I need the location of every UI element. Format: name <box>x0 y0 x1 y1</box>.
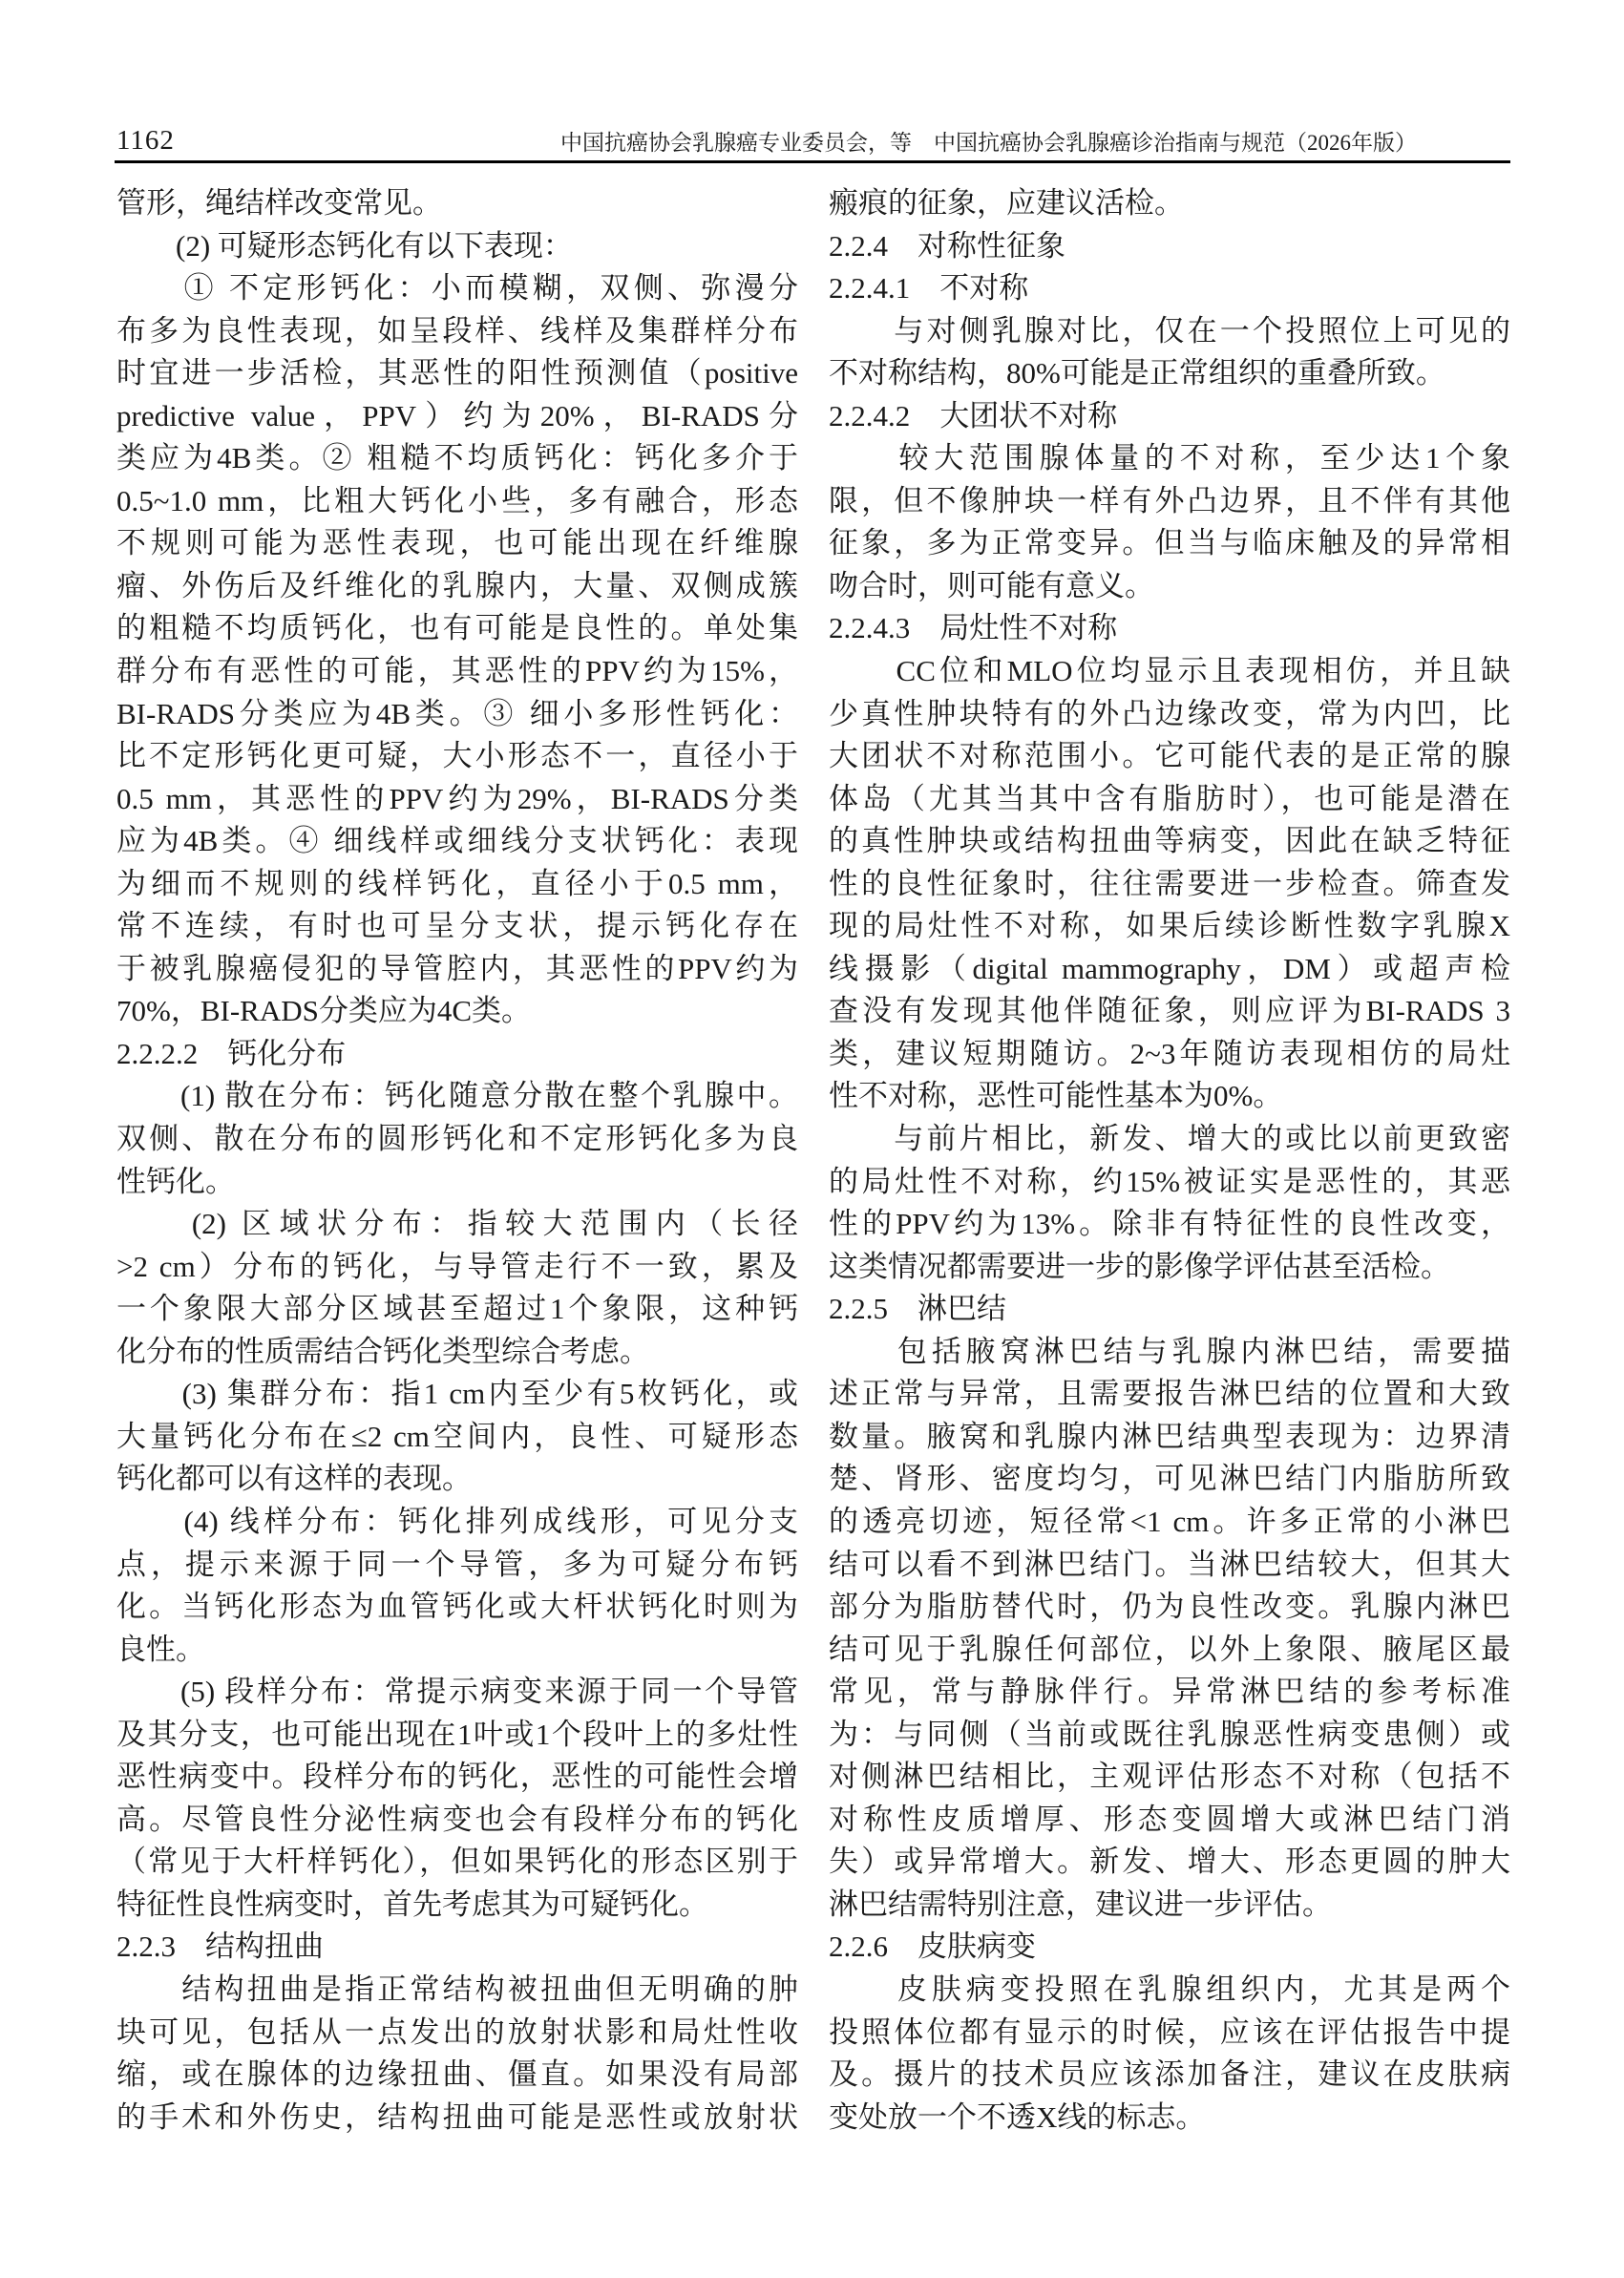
text-line: predictive value，PPV）约为20%，BI-RADS分 <box>116 398 798 432</box>
header-rule <box>115 160 1510 163</box>
text-line: 缩，或在腺体的边缘扭曲、僵直。如果没有局部 <box>116 2057 798 2092</box>
text-line: 及。摄片的技术员应该添加备注，建议在皮肤病 <box>829 2057 1510 2092</box>
text-line: 少真性肿块特有的外凸边缘改变，常为内凹，比 <box>829 696 1510 730</box>
text-line: 部分为脂肪替代时，仍为良性改变。乳腺内淋巴 <box>829 1590 1510 1624</box>
text-line: 结可以看不到淋巴结门。当淋巴结较大，但其大 <box>829 1547 1510 1581</box>
text-line: 的粗糙不均质钙化，也有可能是良性的。单处集 <box>116 611 798 645</box>
text-line: 类，建议短期随访。2~3年随访表现相仿的局灶 <box>829 1036 1510 1070</box>
text-line: 化。当钙化形态为血管钙化或大杆状钙化时则为 <box>116 1590 798 1624</box>
section-heading: 2.2.5 淋巴结 <box>829 1292 1006 1326</box>
text-line: 与对侧乳腺对比，仅在一个投照位上可见的 <box>829 313 1510 348</box>
text-line: BI-RADS分类应为4B类。③ 细小多形性钙化： <box>116 696 798 730</box>
text-line: (3) 集群分布：指1 cm内至少有5枚钙化，或 <box>116 1377 798 1411</box>
text-line: 吻合时，则可能有意义。 <box>829 568 1154 602</box>
text-line: 现的局灶性不对称，如果后续诊断性数字乳腺X <box>829 909 1510 943</box>
text-line: (1) 散在分布：钙化随意分散在整个乳腺中。 <box>116 1079 798 1113</box>
text-line: 淋巴结需特别注意，建议进一步评估。 <box>829 1887 1332 1921</box>
text-line: (5) 段样分布：常提示病变来源于同一个导管 <box>116 1675 798 1709</box>
text-line: 70%，BI-RADS分类应为4C类。 <box>116 994 532 1028</box>
text-line: 性的良性征象时，往往需要进一步检查。筛查发 <box>829 866 1510 900</box>
text-line: 常不连续，有时也可呈分支状，提示钙化存在 <box>116 909 798 943</box>
right-column <box>829 182 1510 2139</box>
text-line: 大量钙化分布在≤2 cm空间内，良性、可疑形态 <box>116 1419 798 1453</box>
text-line: 瘤、外伤后及纤维化的乳腺内，大量、双侧成簇 <box>116 568 798 602</box>
text-line: 点，提示来源于同一个导管，多为可疑分布钙 <box>116 1547 798 1581</box>
section-heading: 2.2.3 结构扭曲 <box>116 1930 324 1964</box>
text-line: 化分布的性质需结合钙化类型综合考虑。 <box>116 1334 649 1368</box>
text-line: 皮肤病变投照在乳腺组织内，尤其是两个 <box>829 1972 1510 2006</box>
text-line: 对侧淋巴结相比，主观评估形态不对称（包括不 <box>829 1760 1510 1794</box>
text-line: 不规则可能为恶性表现，也可能出现在纤维腺 <box>116 526 798 560</box>
text-line: 失）或异常增大。新发、增大、形态更圆的肿大 <box>829 1845 1510 1879</box>
text-line: 双侧、散在分布的圆形钙化和不定形钙化多为良 <box>116 1122 798 1156</box>
text-line: >2 cm）分布的钙化，与导管走行不一致，累及 <box>116 1249 798 1283</box>
text-line: 布多为良性表现，如呈段样、线样及集群样分布 <box>116 313 798 348</box>
text-line: 类应为4B类。② 粗糙不均质钙化：钙化多介于 <box>116 441 798 475</box>
text-line: 及其分支，也可能出现在1叶或1个段叶上的多灶性 <box>116 1717 798 1751</box>
running-header-title: 中国抗癌协会乳腺癌专业委员会，等 中国抗癌协会乳腺癌诊治指南与规范（2026年版） <box>560 131 1417 155</box>
text-line: 群分布有恶性的可能，其恶性的PPV约为15%， <box>116 654 798 688</box>
text-line: 性钙化。 <box>116 1164 235 1198</box>
section-heading: 2.2.6 皮肤病变 <box>829 1930 1036 1964</box>
text-line: 恶性病变中。段样分布的钙化，恶性的可能性会增 <box>116 1760 798 1794</box>
text-line: （常见于大杆样钙化），但如果钙化的形态区别于 <box>116 1845 798 1879</box>
text-line: 的透亮切迹，短径常<1 cm。许多正常的小淋巴 <box>829 1504 1510 1538</box>
text-line: 结构扭曲是指正常结构被扭曲但无明确的肿 <box>116 1972 798 2006</box>
text-line: 不对称结构，80%可能是正常组织的重叠所致。 <box>829 356 1445 390</box>
text-line: 性不对称，恶性可能性基本为0%。 <box>829 1079 1283 1113</box>
text-line: ① 不定形钙化：小而模糊，双侧、弥漫分 <box>116 271 798 306</box>
text-line: 钙化都可以有这样的表现。 <box>116 1462 472 1496</box>
text-line: 对称性皮质增厚、形态变圆增大或淋巴结门消 <box>829 1802 1510 1836</box>
section-heading: 2.2.4.1 不对称 <box>829 271 1029 306</box>
text-line: 时宜进一步活检，其恶性的阳性预测值（positive <box>116 356 798 390</box>
text-line: (2) 区域状分布：指较大范围内（长径 <box>116 1207 798 1241</box>
text-line: (2) 可疑形态钙化有以下表现： <box>116 228 573 263</box>
text-line: 变处放一个不透X线的标志。 <box>829 2099 1206 2134</box>
text-line: 性的PPV约为13%。除非有特征性的良性改变， <box>829 1207 1510 1241</box>
text-line: 投照体位都有显示的时候，应该在评估报告中提 <box>829 2014 1510 2049</box>
text-line: 较大范围腺体量的不对称，至少达1个象 <box>829 441 1510 475</box>
text-line: 结可见于乳腺任何部位，以外上象限、腋尾区最 <box>829 1632 1510 1666</box>
text-line: 块可见，包括从一点发出的放射状影和局灶性收 <box>116 2014 798 2049</box>
text-line: 的真性肿块或结构扭曲等病变，因此在缺乏特征 <box>829 824 1510 858</box>
text-line: 述正常与异常，且需要报告淋巴结的位置和大致 <box>829 1377 1510 1411</box>
section-heading: 2.2.4.2 大团状不对称 <box>829 398 1118 432</box>
left-column <box>116 182 798 2139</box>
text-line: 楚、肾形、密度均匀，可见淋巴结门内脂肪所致 <box>829 1462 1510 1496</box>
text-line: (4) 线样分布：钙化排列成线形，可见分支 <box>116 1504 798 1538</box>
text-line: 常见，常与静脉伴行。异常淋巴结的参考标准 <box>829 1675 1510 1709</box>
text-line: 限，但不像肿块一样有外凸边界，且不伴有其他 <box>829 483 1510 517</box>
text-line: 征象，多为正常变异。但当与临床触及的异常相 <box>829 526 1510 560</box>
text-line: 0.5~1.0 mm，比粗大钙化小些，多有融合，形态 <box>116 483 798 517</box>
page-header <box>116 116 1510 157</box>
text-line: 大团状不对称范围小。它可能代表的是正常的腺 <box>829 739 1510 773</box>
text-line: 数量。腋窝和乳腺内淋巴结典型表现为：边界清 <box>829 1419 1510 1453</box>
text-line: 为：与同侧（当前或既往乳腺恶性病变患侧）或 <box>829 1717 1510 1751</box>
text-line: 高。尽管良性分泌性病变也会有段样分布的钙化 <box>116 1802 798 1836</box>
text-line: 为细而不规则的线样钙化，直径小于0.5 mm， <box>116 866 798 900</box>
text-line: 查没有发现其他伴随征象，则应评为BI-RADS 3 <box>829 994 1510 1028</box>
text-line: 一个象限大部分区域甚至超过1个象限，这种钙 <box>116 1292 798 1326</box>
text-line: 这类情况都需要进一步的影像学评估甚至活检。 <box>829 1249 1450 1283</box>
text-line: 良性。 <box>116 1632 205 1666</box>
text-line: 比不定形钙化更可疑，大小形态不一，直径小于 <box>116 739 798 773</box>
text-line: 的局灶性不对称，约15%被证实是恶性的，其恶 <box>829 1164 1510 1198</box>
text-line: 瘢痕的征象，应建议活检。 <box>829 186 1184 220</box>
text-line: 于被乳腺癌侵犯的导管腔内，其恶性的PPV约为 <box>116 951 798 985</box>
text-line: 线摄影（digital mammography，DM）或超声检 <box>829 951 1510 985</box>
text-line: 体岛（尤其当其中含有脂肪时），也可能是潜在 <box>829 781 1510 815</box>
text-line: 管形，绳结样改变常见。 <box>116 186 442 220</box>
text-line: 应为4B类。④ 细线样或细线分支状钙化：表现 <box>116 824 798 858</box>
section-heading: 2.2.2.2 钙化分布 <box>116 1036 347 1070</box>
text-line: 与前片相比，新发、增大的或比以前更致密 <box>829 1122 1510 1156</box>
text-line: 的手术和外伤史，结构扭曲可能是恶性或放射状 <box>116 2099 798 2134</box>
text-line: CC位和MLO位均显示且表现相仿，并且缺 <box>829 654 1510 688</box>
section-heading: 2.2.4 对称性征象 <box>829 228 1065 263</box>
text-line: 包括腋窝淋巴结与乳腺内淋巴结，需要描 <box>829 1334 1510 1368</box>
section-heading: 2.2.4.3 局灶性不对称 <box>829 611 1118 645</box>
text-line: 特征性良性病变时，首先考虑其为可疑钙化。 <box>116 1887 708 1921</box>
text-line: 0.5 mm，其恶性的PPV约为29%，BI-RADS分类 <box>116 781 798 815</box>
page-number: 1162 <box>116 125 175 156</box>
